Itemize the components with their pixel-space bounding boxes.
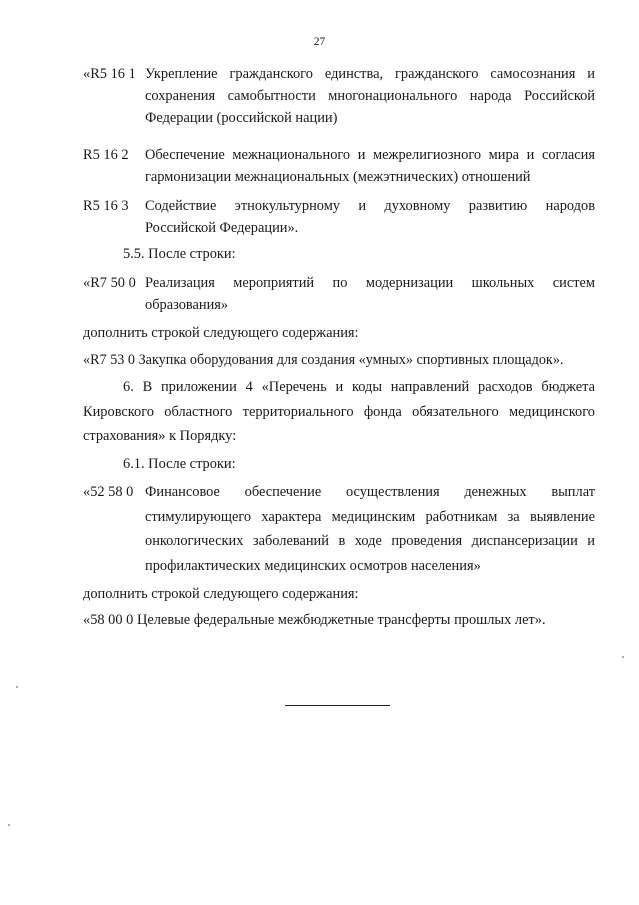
budget-code-row	[83, 272, 595, 316]
budget-code-row	[83, 480, 595, 578]
budget-code-description: Содействие этнокультурному и духовному развитию народов Российской Федерации».	[145, 198, 595, 236]
scan-speck	[622, 656, 624, 658]
item-6-1: 6.1. После строки:	[123, 456, 236, 472]
budget-code-description: Реализация мероприятий по модернизации школьных систем образования»	[145, 275, 595, 313]
separator-line	[285, 705, 390, 706]
budget-code-row	[83, 144, 595, 188]
scan-speck	[8, 824, 10, 826]
supplement-line: дополнить строкой следующего содержания:	[83, 586, 359, 602]
supplement-line: дополнить строкой следующего содержания:	[83, 325, 359, 341]
budget-code: «R7 50 0	[83, 275, 136, 291]
budget-code: R5 16 3	[83, 198, 129, 214]
budget-code: R5 16 2	[83, 147, 129, 163]
budget-code-description: Финансовое обеспечение осуществления денежных выплат стимулирующего характера медицинским работникам за выявление онкологических заболеваний в ходе проведения диспансеризации и профилактических медицинских осмотров населения»	[145, 484, 595, 574]
budget-code: «R5 16 1	[83, 66, 136, 82]
budget-code-row	[83, 63, 595, 129]
page-number: 27	[313, 36, 326, 48]
item-5-5: 5.5. После строки:	[123, 246, 236, 262]
budget-code-row-single: «R7 53 0 Закупка оборудования для создания «умных» спортивных площадок».	[83, 352, 564, 368]
budget-code: «52 58 0	[83, 484, 134, 500]
budget-code-row	[83, 195, 595, 239]
budget-code-description: Обеспечение межнационального и межрелигиозного мира и согласия гармонизации межнациональных (межэтнических) отношений	[145, 147, 595, 185]
budget-code-description: Укрепление гражданского единства, гражданского самосознания и сохранения самобытности многонационального народа Российской Федерации (российской нации)	[145, 66, 595, 126]
scan-speck	[16, 686, 18, 688]
budget-code-row-single: «58 00 0 Целевые федеральные межбюджетные трансферты прошлых лет».	[83, 612, 546, 628]
item-6-paragraph: 6. В приложении 4 «Перечень и коды направлений расходов бюджета Кировского областного территориального фонда обязательного медицинского страхования» к Порядку:	[83, 379, 595, 444]
